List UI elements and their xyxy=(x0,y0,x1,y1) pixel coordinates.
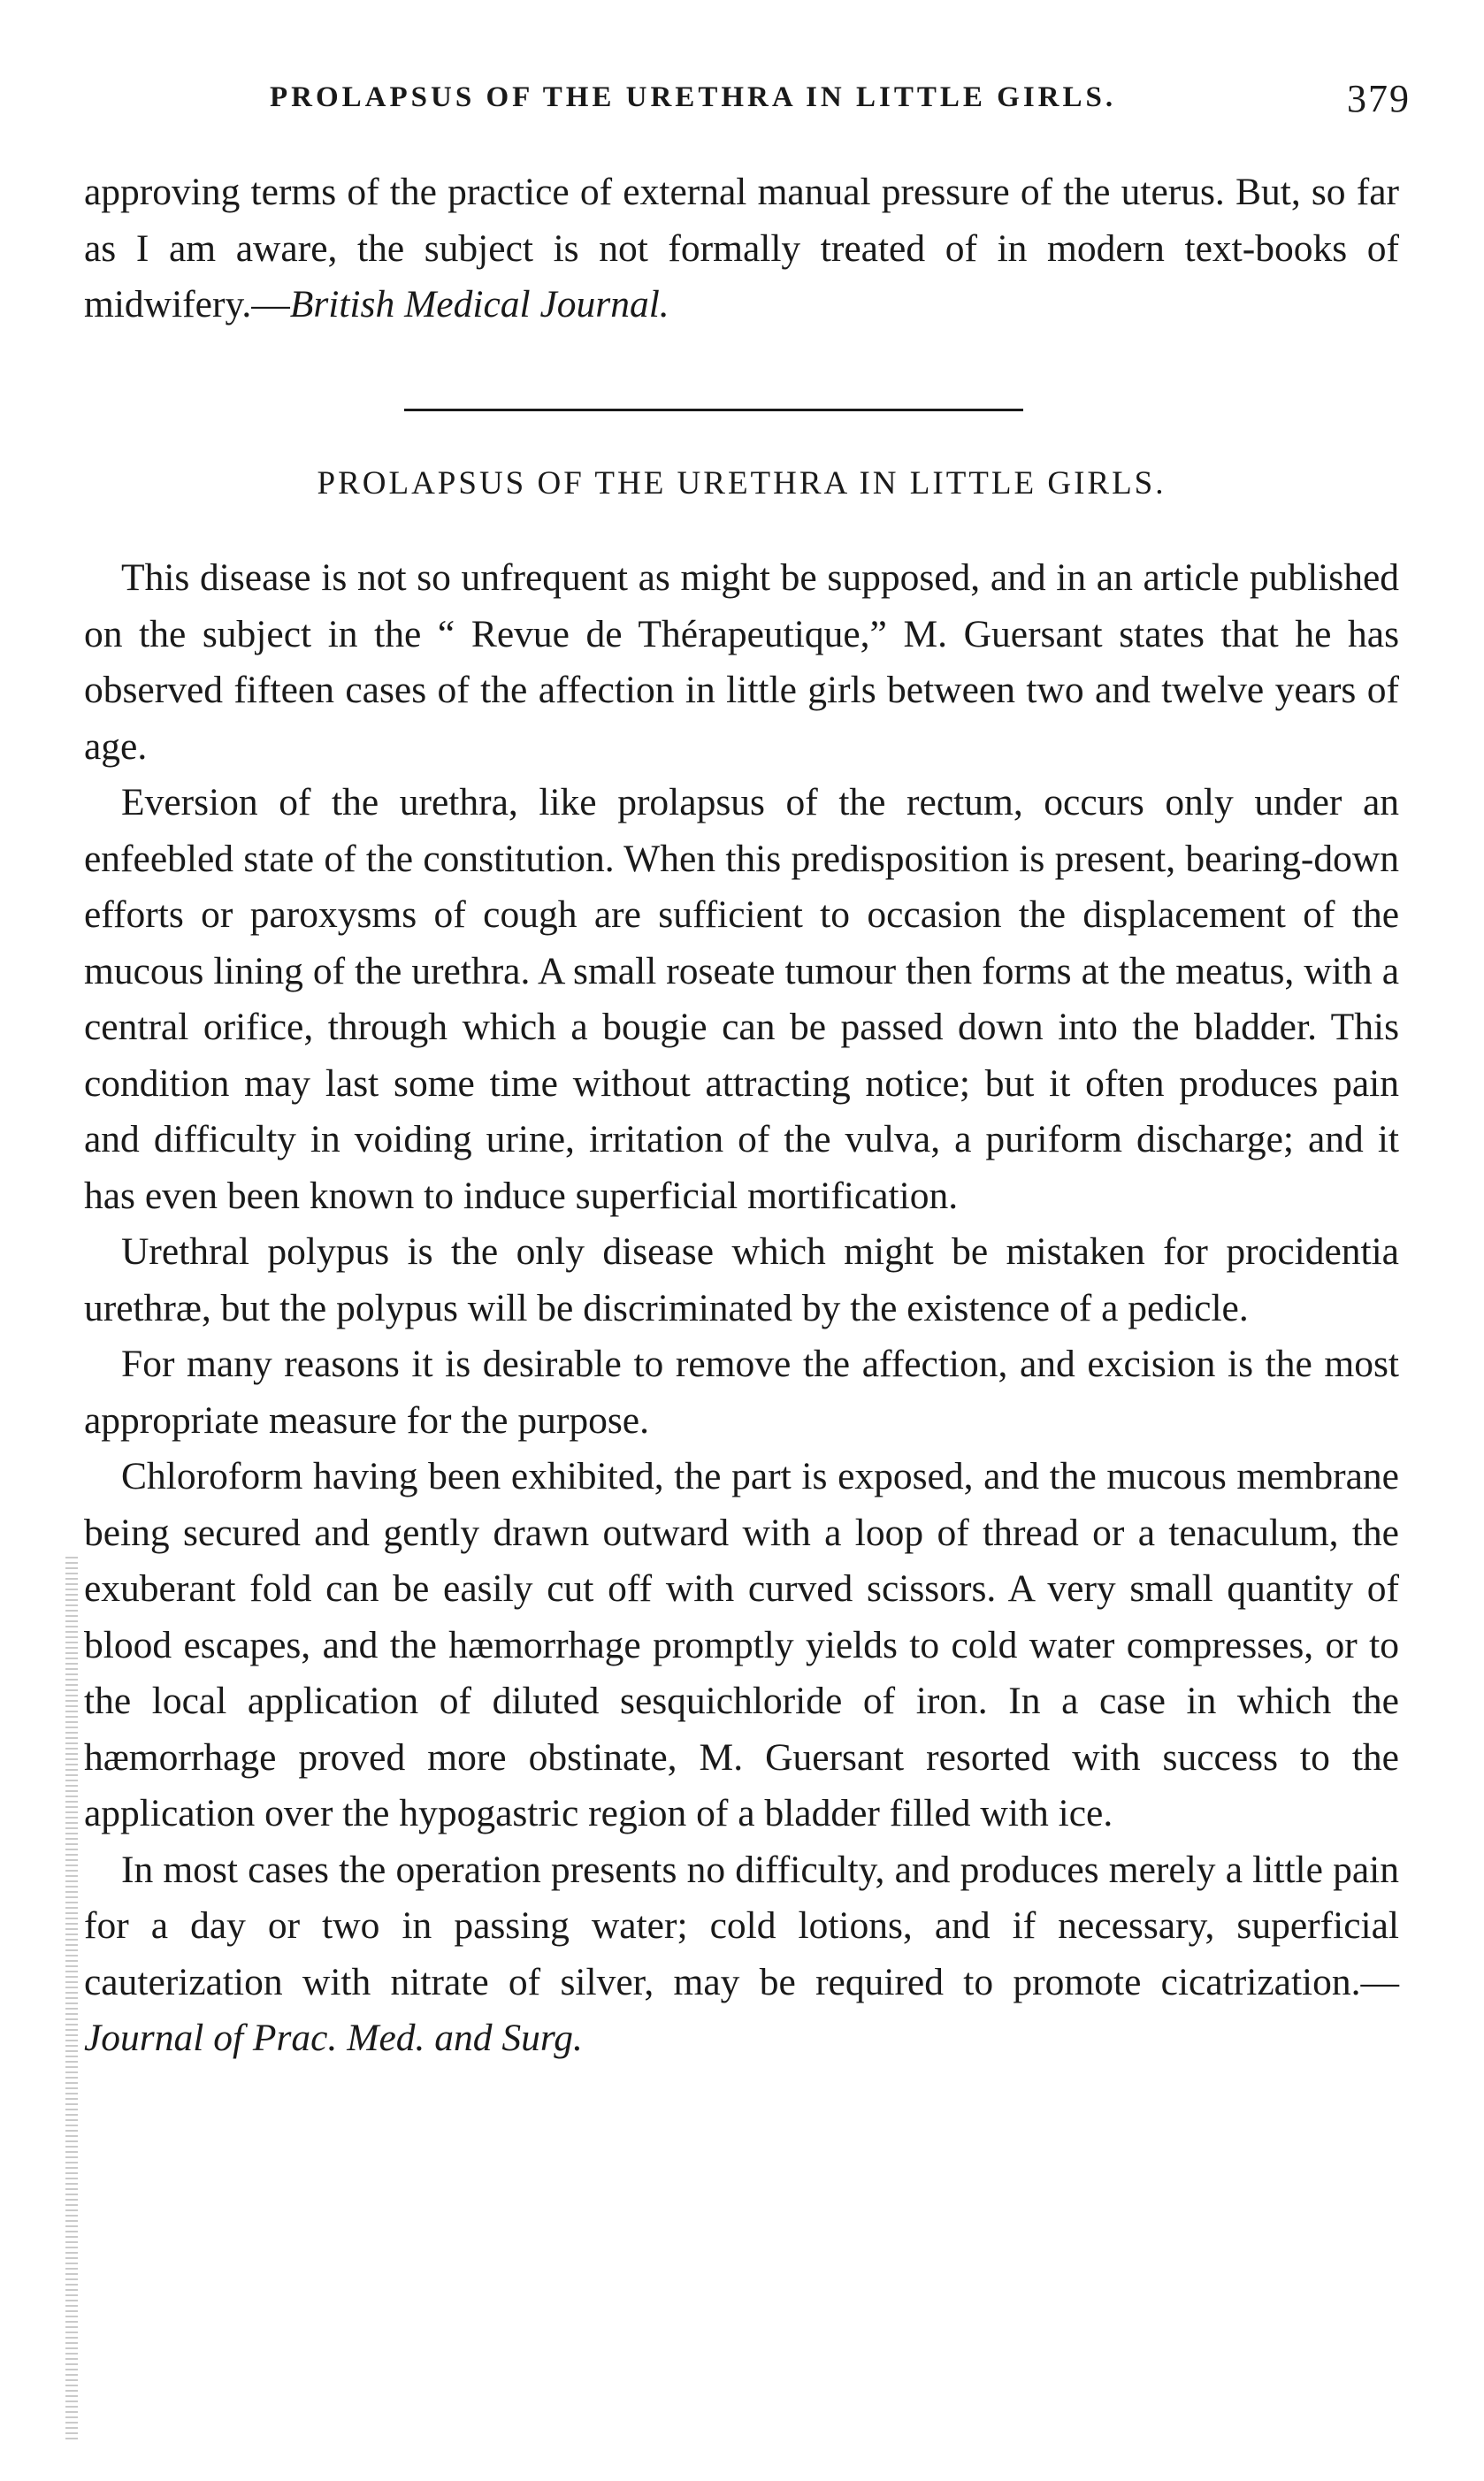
intro-paragraph xyxy=(84,165,1399,333)
running-title: PROLAPSUS OF THE URETHRA IN LITTLE GIRLS. xyxy=(270,81,1117,113)
article-body xyxy=(84,550,1399,2067)
article-paragraph-5: Chloroform having been exhibited, the part is exposed, and the mucous membrane being secured and gently drawn outward with a loop of thread or a tenaculum, the exuberant fold can be easily cut off with curved scissors. A very small quantity of blood escapes, and the hæmorrhage promptly yields to cold water compresses, or to the local application of diluted sesquichloride of iron. In a case in which the hæmorrhage proved more obstinate, M. Guersant resorted with success to the application over the hypogastric region of a bladder filled with ice. xyxy=(84,1455,1399,1834)
article-paragraph-3: Urethral polypus is the only disease which might be mistaken for procidentia urethræ, but the polypus will be discriminated by the existence of a pedicle. xyxy=(84,1230,1399,1329)
article-paragraph-2: Eversion of the urethra, like prolapsus of the rectum, occurs only under an enfeebled state of the constitution. When this predisposition is present, bearing-down efforts or paroxysms of cough are sufficient to occasion the displacement of the mucous lining of the urethra. A small roseate tumour then forms at the meatus, with a central orifice, through which a bougie can be passed down into the bladder. This condition may last some time without attracting notice; but it often produces pain and difficulty in voiding urine, irritation of the vulva, a puriform discharge; and it has even been known to induce superficial mortification. xyxy=(84,781,1399,1217)
article-source: Journal of Prac. Med. and Surg. xyxy=(84,2017,583,2059)
intro-source: British Medical Journal. xyxy=(289,283,669,325)
section-divider xyxy=(404,409,1023,411)
page-number: 379 xyxy=(1347,77,1411,120)
intro-block xyxy=(84,165,1399,333)
article-paragraph-6 xyxy=(84,1842,1399,2067)
article-paragraph-4: For many reasons it is desirable to remove the affection, and excision is the most appropriate measure for the purpose. xyxy=(84,1343,1399,1442)
article-paragraph-1: This disease is not so unfrequent as might be supposed, and in an article published on the subject in the “ Revue de Thérapeutique,” M. Guersant states that he has observed fifteen cases of the affection in little girls between two and twelve years of age. xyxy=(84,556,1399,768)
article-title: PROLAPSUS OF THE URETHRA IN LITTLE GIRLS. xyxy=(317,465,1167,502)
intro-text: approving terms of the practice of external manual pressure of the uterus. But, so far as I am aware, the subject is not formally treated of in modern text-books of midwifery.— xyxy=(84,171,1399,325)
scan-edge-artifact xyxy=(65,1557,78,2441)
article-last-text: In most cases the operation presents no difficulty, and produces merely a little pain for a day or two in passing water; cold lotions, and if necessary, superficial cauterization with nitrate of silver, may be required to promote cicatrization.— xyxy=(84,1848,1399,2003)
running-head xyxy=(270,77,1411,134)
